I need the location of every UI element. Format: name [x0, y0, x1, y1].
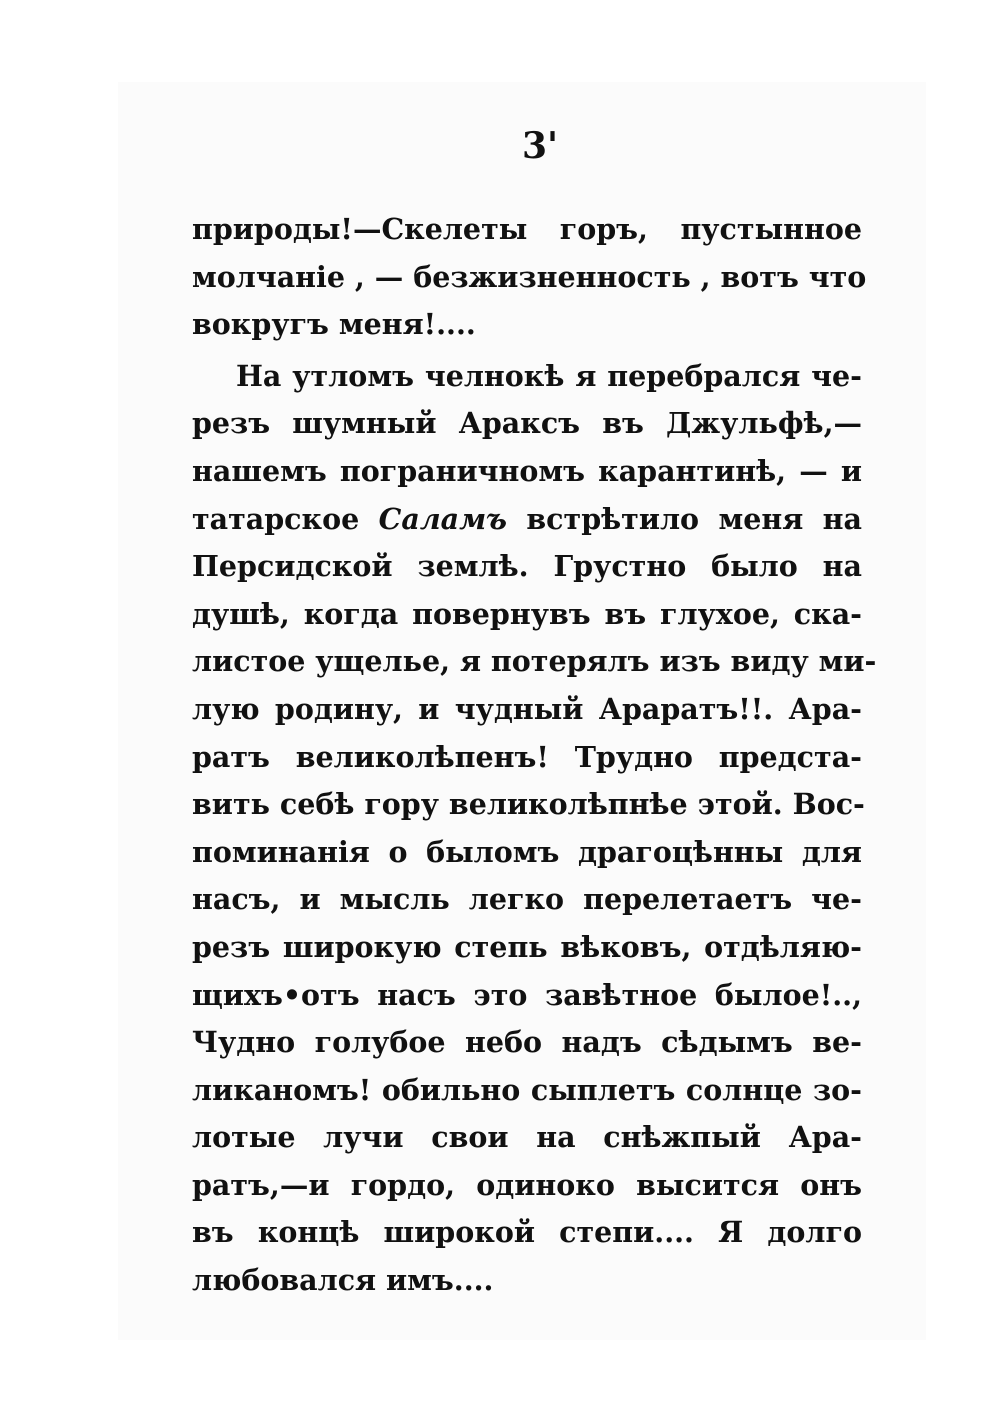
text-line: [192, 496, 862, 544]
text-line: На утломъ челнокѣ я перебрался че-: [236, 358, 862, 393]
text-line: въ концѣ широкой степи.... Я долго: [192, 1215, 862, 1250]
text-line: лую родину, и чудный Араратъ!!. Ара-: [192, 691, 862, 726]
paragraph-1: [192, 206, 867, 349]
text-line: ратъ,—и гордо, одиноко высится онъ: [192, 1167, 862, 1202]
text-line: резъ широкую степь вѣковъ, отдѣляю-: [192, 929, 862, 964]
text-line: насъ, и мысль легко перелетаетъ че-: [192, 882, 862, 917]
text-line: молчаніе , — безжизненность , вотъ что: [192, 259, 867, 294]
text-line: любовался имъ....: [192, 1263, 494, 1298]
text-line: резъ шумный Араксъ въ Джульфѣ,—: [192, 406, 862, 441]
text-line: ратъ великолѣпенъ! Трудно предста-: [192, 739, 862, 774]
text-line: Чудно голубое небо надъ сѣдымъ ве-: [192, 1025, 862, 1060]
text-segment: татарское: [192, 501, 360, 536]
text-line: природы!—Скелеты горъ, пустынное: [192, 212, 862, 246]
text-segment: встрѣтило меня на: [526, 501, 862, 536]
text-line: нашемъ пограничномъ карантинѣ, — и: [192, 453, 862, 488]
text-line: вить себѣ гору великолѣпнѣе этой. Вос-: [192, 787, 865, 822]
text-line: душѣ, когда повернувъ въ глухое, ска-: [192, 596, 862, 631]
italic-word: Саламъ: [378, 501, 507, 536]
paragraph-2: [192, 353, 877, 1305]
text-line: ликаномъ! обильно сыплетъ солнце зо-: [192, 1072, 862, 1107]
text-line: щихъ•отъ насъ это завѣтное былое!..,: [192, 977, 862, 1012]
text-line: лотые лучи свои на снѣжпый Ара-: [192, 1120, 862, 1155]
text-line: Персидской землѣ. Грустно было на: [192, 549, 862, 584]
text-line: поминанія о быломъ драгоцѣнны для: [192, 834, 862, 869]
body-text: [192, 206, 877, 1305]
page-number: 3': [522, 125, 559, 167]
text-line: вокругъ меня!....: [192, 307, 476, 342]
text-line: листое ущелье, я потерялъ изъ виду ми-: [192, 644, 877, 679]
